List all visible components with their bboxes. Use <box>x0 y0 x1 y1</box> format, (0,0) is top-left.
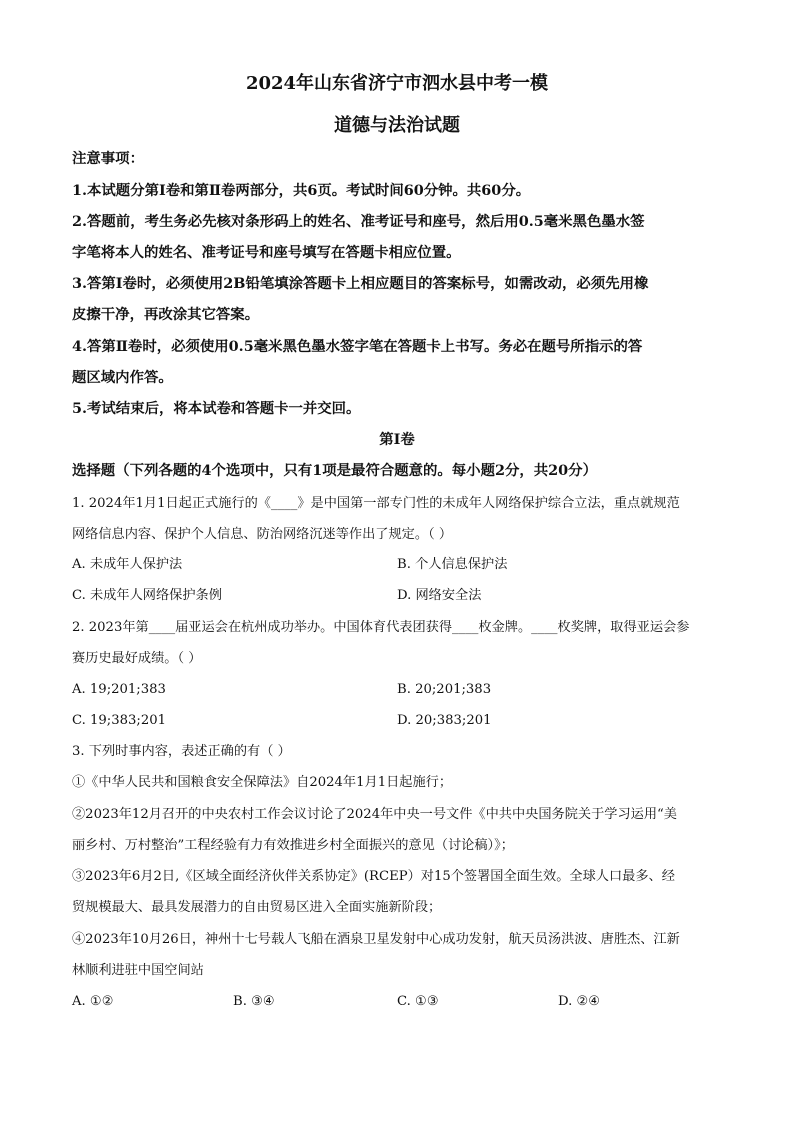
notice-line: 5.考试结束后，将本试卷和答题卡一并交回。 <box>72 400 361 417</box>
notice-line: 2.答题前，考生务必先核对条形码上的姓名、准考证号和座号，然后用0.5毫米黑色墨水签 <box>72 213 645 230</box>
question-stem: 网络信息内容、保护个人信息、防治网络沉迷等作出了规定。（ ） <box>72 527 453 542</box>
question-stem: 3. 下列时事内容，表述正确的有（ ） <box>72 744 291 759</box>
question-stem: 1. 2024年1月1日起正式施行的《____》是中国第一部专门性的未成年人网络保护综合立法，重点就规范 <box>72 496 680 511</box>
option-c: C. 19;383;201 <box>72 713 167 728</box>
notice-line: 字笔将本人的姓名、准考证号和座号填写在答题卡相应位置。 <box>72 244 461 261</box>
question-statement: ④2023年10月26日，神州十七号载人飞船在酒泉卫星发射中心成功发射，航天员汤洪波、唐胜杰、江新 <box>72 932 680 947</box>
exam-title: 2024年山东省济宁市泗水县中考一模 <box>245 73 549 94</box>
notice-line: 皮擦干净，再改涂其它答案。 <box>72 306 260 323</box>
notice-heading: 注意事项： <box>72 150 144 167</box>
option-a: A. 未成年人保护法 <box>72 557 183 572</box>
question-stem: 赛历史最好成绩。（ ） <box>72 651 202 666</box>
option-c: C. ①③ <box>397 994 439 1009</box>
question-statement: 林顺利进驻中国空间站 <box>72 963 204 978</box>
section-label: 第Ⅰ卷 <box>379 431 415 448</box>
question-statement: ①《中华人民共和国粮食安全保障法》自2024年1月1日起施行； <box>72 775 453 790</box>
option-d: D. 20;383;201 <box>397 713 492 728</box>
option-d: D. ②④ <box>558 994 601 1009</box>
option-b: B. ③④ <box>233 994 275 1009</box>
question-statement: ③2023年6月2日,《区域全面经济伙伴关系协定》(RCEP）对15个签署国全面生效。全球人口最多、经 <box>72 869 675 884</box>
option-a: A. 19;201;383 <box>72 682 166 697</box>
option-c: C. 未成年人网络保护条例 <box>72 588 222 603</box>
notice-line: 3.答第Ⅰ卷时，必须使用2B铅笔填涂答题卡上相应题目的答案标号，如需改动，必须先用橡 <box>72 275 649 292</box>
option-a: A. ①② <box>72 994 114 1009</box>
exam-subtitle: 道德与法治试题 <box>334 115 460 136</box>
option-b: B. 个人信息保护法 <box>397 557 508 572</box>
question-statement: ②2023年12月召开的中央农村工作会议讨论了2024年中央一号文件《中共中央国务院关于学习运用“美 <box>72 807 677 822</box>
option-d: D. 网络安全法 <box>397 588 482 603</box>
notice-line: 1.本试题分第Ⅰ卷和第Ⅱ卷两部分，共6页。考试时间60分钟。共60分。 <box>72 182 531 199</box>
option-b: B. 20;201;383 <box>397 682 492 697</box>
notice-line: 4.答第Ⅱ卷时，必须使用0.5毫米黑色墨水签字笔在答题卡上书写。务必在题号所指示的答 <box>72 338 643 355</box>
section-instruction: 选择题（下列各题的4个选项中，只有1项是最符合题意的。每小题2分，共20分） <box>72 462 597 479</box>
question-statement: 贸规模最大、最具发展潜力的自由贸易区进入全面实施新阶段； <box>72 900 442 915</box>
question-statement: 丽乡村、万村整治”工程经验有力有效推进乡村全面振兴的意见（讨论稿）》； <box>72 838 514 853</box>
question-stem: 2. 2023年第____届亚运会在杭州成功举办。中国体育代表团获得____枚金牌。____枚奖牌，取得亚运会参 <box>72 620 690 635</box>
notice-line: 题区域内作答。 <box>72 369 173 386</box>
